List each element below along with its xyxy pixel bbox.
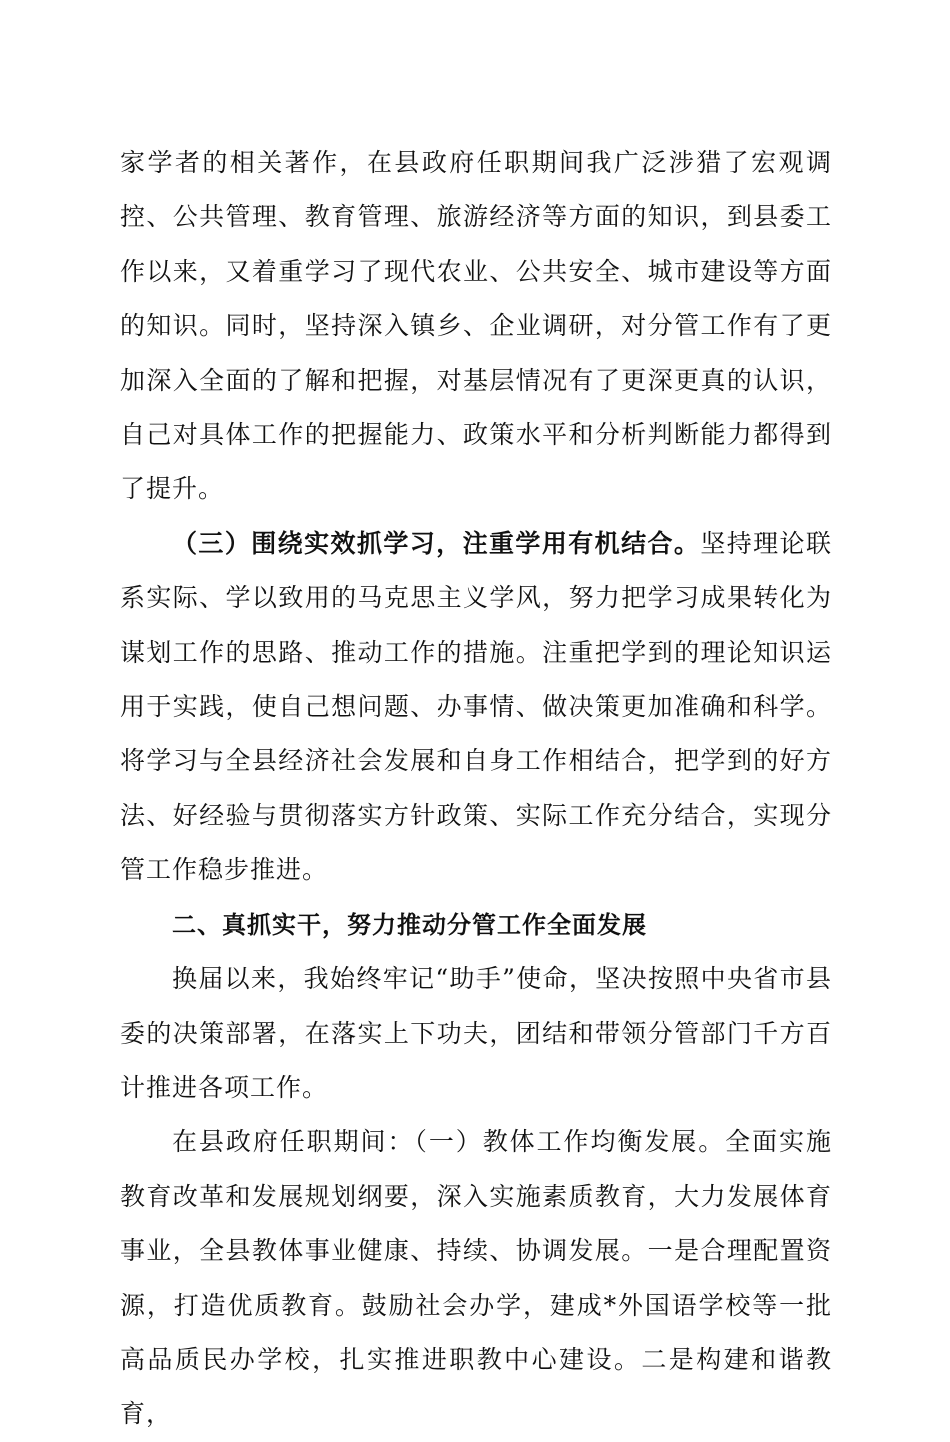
section-three-lead: （三）围绕实效抓学习，注重学用有机结合。 [172,528,701,558]
section-three-body: 坚持理论联系实际、学以致用的马克思主义学风，努力把学习成果转化为谋划工作的思路、推动工作的措施。注重把学到的理论知识运用于实践，使自己想问题、办事情、做决策更加准确和科学。将学习与全县经济社会发展和自身工作相结合，把学到的好方法、好经验与贯彻落实方针政策、实际工作充分结合，实现分管工作稳步推进。 [120,528,832,885]
paragraph-study-continuation: 家学者的相关著作，在县政府任职期间我广泛涉猎了宏观调控、公共管理、教育管理、旅游经济等方面的知识，到县委工作以来，又着重学习了现代农业、公共安全、城市建设等方面的知识。同时，坚持深入镇乡、企业调研，对分管工作有了更加深入全面的了解和把握，对基层情况有了更深更真的认识，自己对具体工作的把握能力、政策水平和分析判断能力都得到了提升。 [120,148,832,504]
paragraph-since-election: 换届以来，我始终牢记“助手”使命，坚决按照中央省市县委的决策部署，在落实上下功夫，团结和带领分管部门千方百计推进各项工作。 [120,964,832,1102]
paragraph-education-sports: 在县政府任职期间：（一）教体工作均衡发展。全面实施教育改革和发展规划纲要，深入实施素质教育，大力发展体育事业，全县教体事业健康、持续、协调发展。一是合理配置资源，打造优质教育。鼓励社会办学，建成*外国语学校等一批高品质民办学校，扎实推进职教中心建设。二是构建和谐教育， [120,1127,832,1429]
section-heading-two: 二、真抓实干，努力推动分管工作全面发展 [172,910,647,939]
paragraph-section-three [120,517,832,898]
document-body [120,136,832,1442]
